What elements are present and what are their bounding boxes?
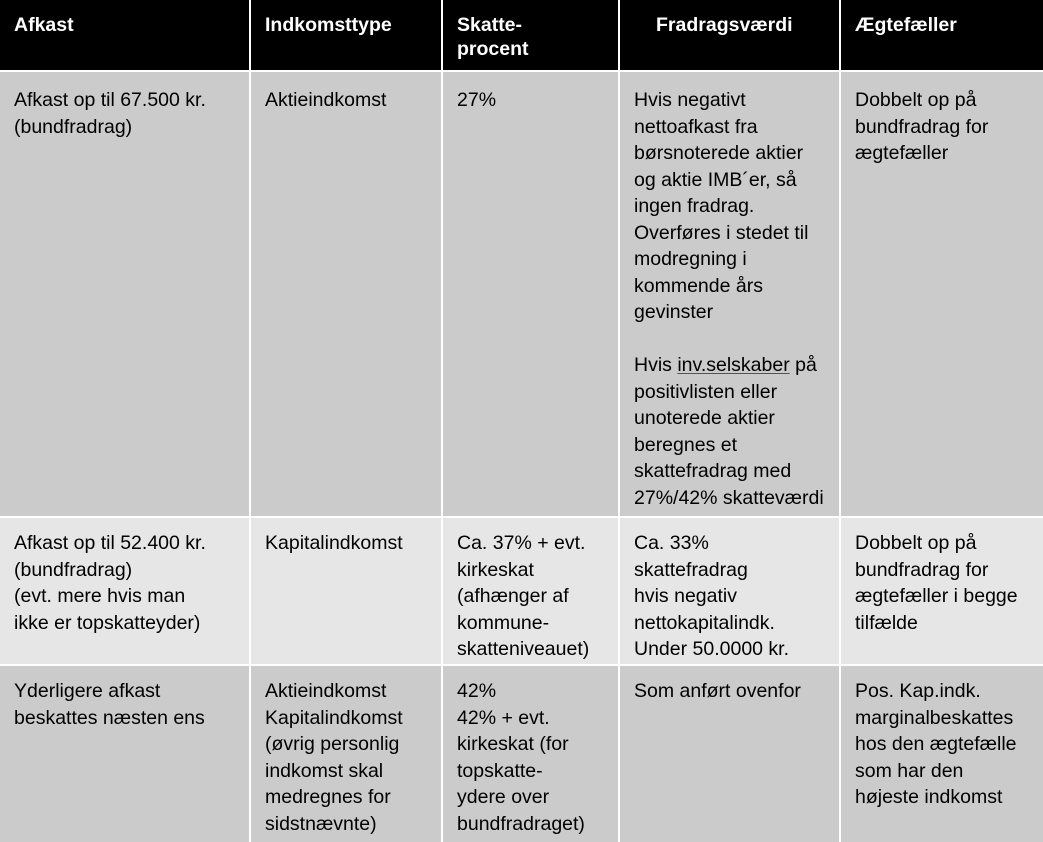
cell-indkomsttype: Aktieindkomst Kapitalindkomst (øvrig personlig indkomst skal medregnes for sidstnævnte) (251, 666, 441, 842)
cell-aegtefaeller: Pos. Kap.indk. marginalbeskattes hos den ægtefælle som har den højeste indkomst (841, 666, 1043, 842)
cell-aegtefaeller: Dobbelt op på bundfradrag for ægtefæller (841, 72, 1043, 516)
fradrag-text-part2: på positivlisten eller unoterede aktier beregnes et skattefradrag med 27%/42% skatteværdi (634, 354, 824, 509)
table-header-row (0, 0, 1043, 70)
cell-aegtefaeller: Dobbelt op på bundfradrag for ægtefæller i begge tilfælde (841, 518, 1043, 664)
cell-skatteprocent: Ca. 37% + evt. kirkeskat (afhænger af kommune- skatteniveauet) (443, 518, 618, 664)
fradrag-text-part1: Hvis negativt nettoafkast fra børsnoterede aktier og aktie IMB´er, så ingen fradrag. Overføres i stedet til modregning i kommende års gevinster Hvis (634, 89, 809, 376)
spellcheck-underlined-word[interactable]: inv.selskaber (677, 354, 790, 376)
cell-afkast: Afkast op til 67.500 kr. (bundfradrag) (0, 72, 249, 516)
header-skatteprocent: Skatte- procent (443, 0, 618, 70)
header-indkomsttype: Indkomsttype (251, 0, 441, 70)
table-row (0, 518, 1043, 664)
header-aegtefaeller: Ægtefæller (841, 0, 1043, 70)
cell-indkomsttype: Aktieindkomst (251, 72, 441, 516)
table-row (0, 72, 1043, 516)
cell-skatteprocent: 42% 42% + evt. kirkeskat (for topskatte- ydere over bundfradraget) (443, 666, 618, 842)
table-row (0, 666, 1043, 842)
header-fradragsvaerdi: Fradragsværdi (620, 0, 839, 70)
cell-fradragsvaerdi: Ca. 33% skattefradrag hvis negativ nettokapitalindk. Under 50.0000 kr. (620, 518, 839, 664)
cell-afkast: Yderligere afkast beskattes næsten ens (0, 666, 249, 842)
header-afkast: Afkast (0, 0, 249, 70)
cell-afkast: Afkast op til 52.400 kr. (bundfradrag) (evt. mere hvis man ikke er topskatteyder) (0, 518, 249, 664)
cell-indkomsttype: Kapitalindkomst (251, 518, 441, 664)
cell-fradragsvaerdi: Som anført ovenfor (620, 666, 839, 842)
cell-fradragsvaerdi (620, 72, 839, 516)
cell-skatteprocent: 27% (443, 72, 618, 516)
